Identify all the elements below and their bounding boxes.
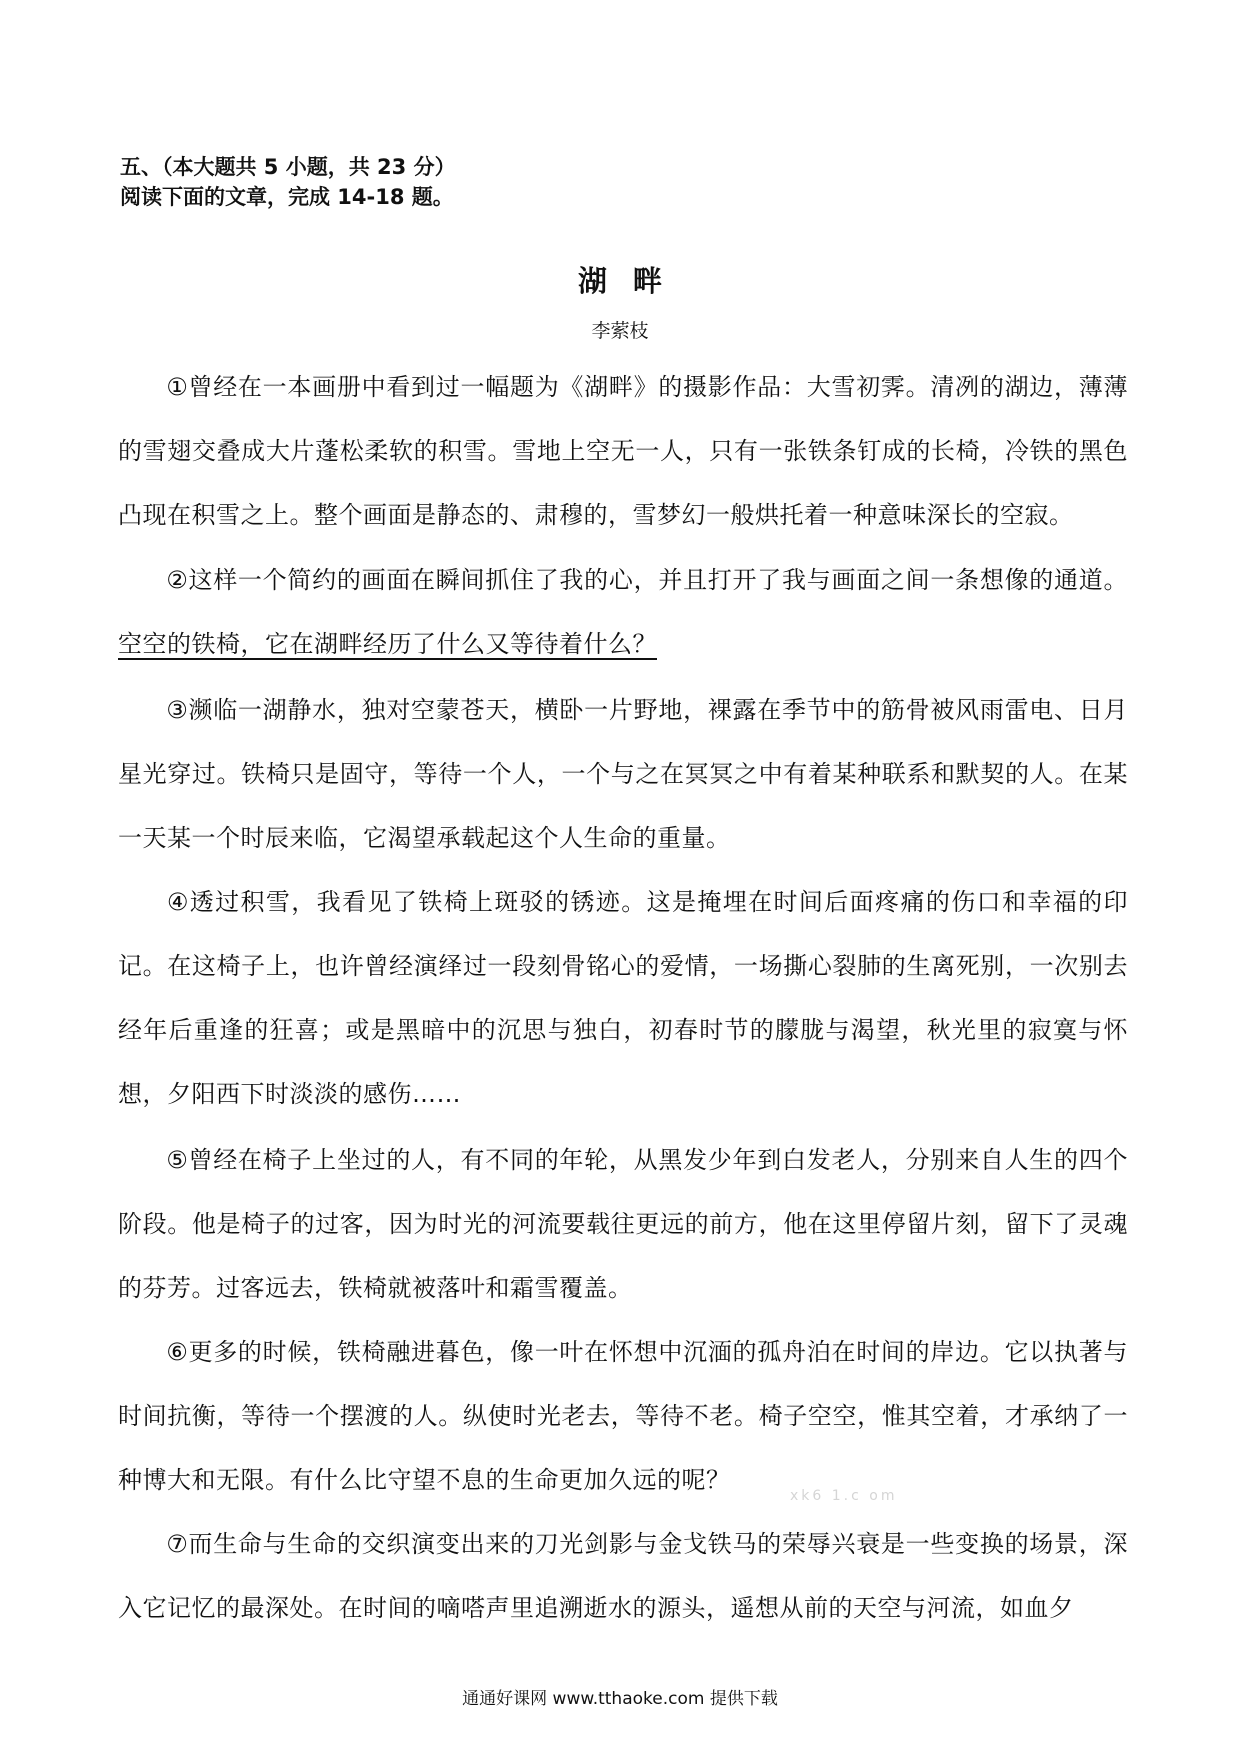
reading-instruction: 阅读下面的文章，完成 14-18 题。 (120, 185, 454, 209)
paragraph-2 (118, 548, 1128, 676)
page-footer: 通通好课网 www.tthaoke.com 提供下载 (462, 1689, 778, 1709)
article-title: 湖畔 (577, 264, 688, 298)
faint-watermark: xk6 1.c om (790, 1488, 898, 1504)
paragraph-1 (118, 355, 1128, 547)
paragraph-6 (118, 1320, 1128, 1512)
paragraph-5-text: ⑤曾经在椅子上坐过的人，有不同的年轮，从黑发少年到白发老人，分别来自人生的四个阶段。他是椅子的过客，因为时光的河流要载往更远的前方，他在这里停留片刻，留下了灵魂的芬芳。过客远去，铁椅就被落叶和霜雪覆盖。 (118, 1146, 1128, 1302)
paragraph-1-text: ①曾经在一本画册中看到过一幅题为《湖畔》的摄影作品：大雪初霁。清冽的湖边，薄薄的雪翅交叠成大片蓬松柔软的积雪。雪地上空无一人，只有一张铁条钉成的长椅，冷铁的黑色凸现在积雪之上。整个画面是静态的、肃穆的，雪梦幻一般烘托着一种意味深长的空寂。 (118, 373, 1128, 529)
paragraph-4 (118, 870, 1128, 1126)
paragraph-3-text: ③濒临一湖静水，独对空蒙苍天，横卧一片野地，裸露在季节中的筋骨被风雨雷电、日月星光穿过。铁椅只是固守，等待一个人，一个与之在冥冥之中有着某种联系和默契的人。在某一天某一个时辰来临，它渴望承载起这个人生命的重量。 (118, 696, 1128, 852)
paragraph-6-text: ⑥更多的时候，铁椅融进暮色，像一叶在怀想中沉湎的孤舟泊在时间的岸边。它以执著与时间抗衡，等待一个摆渡的人。纵使时光老去，等待不老。椅子空空，惟其空着，才承纳了一种博大和无限。有什么比守望不息的生命更加久远的呢？ (118, 1338, 1128, 1494)
paragraph-2-text: ②这样一个简约的画面在瞬间抓住了我的心，并且打开了我与画面之间一条想像的通道。 (166, 566, 1128, 594)
article-author: 李萦枝 (591, 320, 649, 342)
paragraph-4-text: ④透过积雪，我看见了铁椅上斑驳的锈迹。这是掩埋在时间后面疼痛的伤口和幸福的印记。在这椅子上，也许曾经演绎过一段刻骨铭心的爱情，一场撕心裂肺的生离死别，一次别去经年后重逢的狂喜；或是黑暗中的沉思与独白，初春时节的朦胧与渴望，秋光里的寂寞与怀想，夕阳西下时淡淡的感伤…… (118, 888, 1128, 1108)
section-header (120, 152, 456, 212)
section-instruction: 五、（本大题共 5 小题，共 23 分） (120, 155, 456, 179)
paragraph-5 (118, 1128, 1128, 1320)
paragraph-7 (118, 1512, 1128, 1640)
paragraph-7-text: ⑦而生命与生命的交织演变出来的刀光剑影与金戈铁马的荣辱兴衰是一些变换的场景，深入它记忆的最深处。在时间的嘀嗒声里追溯逝水的源头，遥想从前的天空与河流，如血夕 (118, 1530, 1128, 1622)
paragraph-3 (118, 678, 1128, 870)
underlined-question: 空空的铁椅，它在湖畔经历了什么又等待着什么？ (118, 630, 657, 658)
